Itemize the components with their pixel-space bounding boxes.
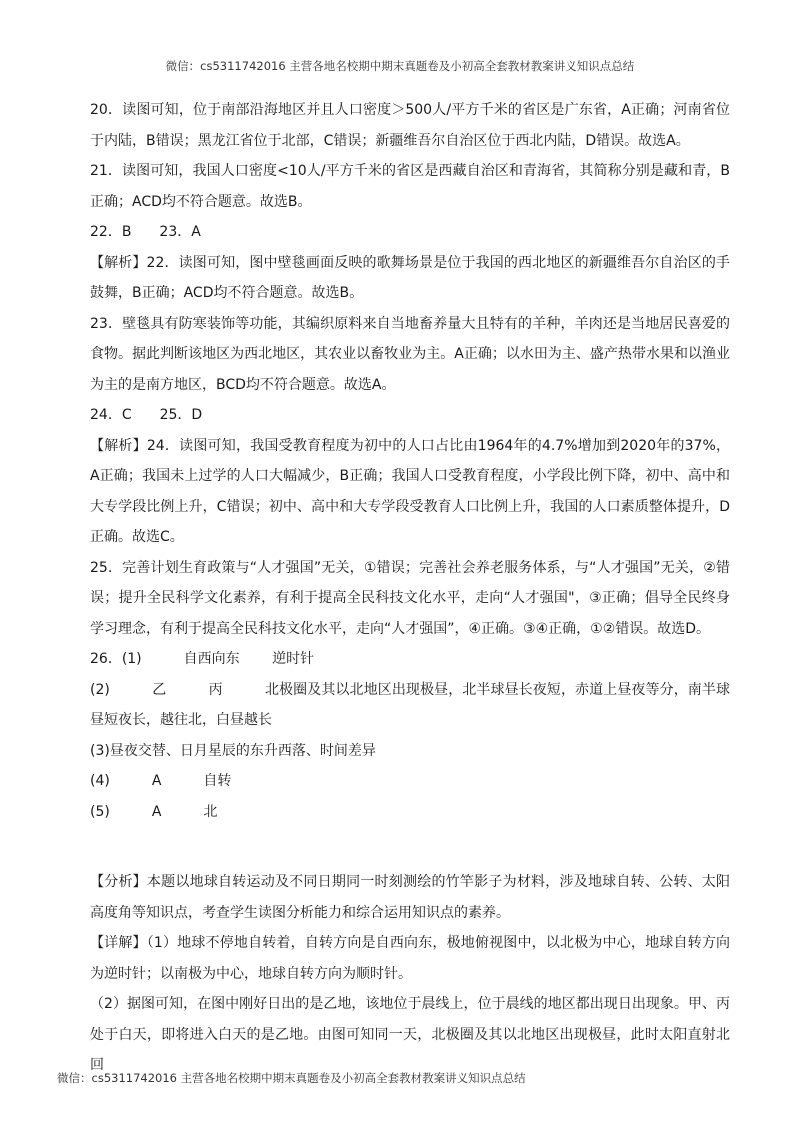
paragraph: 【分析】本题以地球自转运动及不同日期同一时刻测绘的竹竿影子为材料，涉及地球自转、公转、太阳高度角等知识点，考查学生读图分析能力和综合运用知识点的素养。 [90, 874, 730, 921]
paragraph: (5) A 北 [90, 803, 218, 820]
paragraph: 22．B 23．A [90, 224, 201, 240]
paragraph: 【详解】（1）地球不停地自转着，自转方向是自西向东，极地俯视图中，以北极为中心，地球自转方向为逆时针；以南极为中心，地球自转方向为顺时针。 [90, 935, 730, 982]
paragraph: 26．(1) 自西向东 逆时针 [90, 651, 315, 667]
paragraph: 【解析】22．读图可知，图中壁毯画面反映的歌舞场景是位于我国的西北地区的新疆维吾尔自治区的手鼓舞，B正确；ACD均不符合题意。故选B。 [90, 254, 730, 301]
answer-content [90, 95, 730, 1081]
paragraph: 23．壁毯具有防寒装饰等功能，其编织原料来自当地畜养量大且特有的羊种，羊肉还是当地居民喜爱的食物。据此判断该地区为西北地区，其农业以畜牧业为主。A正确；以水田为主、盛产热带水果和以渔业为主的是南方地区，BCD均不符合题意。故选A。 [90, 315, 730, 393]
paragraph: 20．读图可知，位于南部沿海地区并且人口密度＞500人/平方千米的省区是广东省，A正确；河南省位于内陆，B错误；黑龙江省位于北部，C错误；新疆维吾尔自治区位于西北内陆，D错误。故选A。 [90, 102, 730, 149]
paragraph: (3)昼夜交替、日月星辰的东升西落、时间差异 [90, 742, 376, 759]
paragraph: (4) A 自转 [90, 773, 232, 789]
page-footer: 微信：cs5311742016 主营各地名校期中期末真题卷及小初高全套教材教案讲义知识点总结 [57, 1071, 526, 1085]
paragraph: 21．读图可知，我国人口密度<10人/平方千米的省区是西藏自治区和青海省，其简称分别是藏和青，B正确；ACD均不符合题意。故选B。 [90, 163, 730, 210]
paragraph-gap [90, 827, 730, 867]
page-header: 微信：cs5311742016 主营各地名校期中期末真题卷及小初高全套教材教案讲义知识点总结 [165, 59, 635, 73]
paragraph: （2）据图可知，在图中刚好日出的是乙地，该地位于晨线上，位于晨线的地区都出现日出现象。甲、丙处于白天，即将进入白天的是乙地。由图可知同一天，北极圈及其以北地区出现极昼，此时太阳直射北回 [90, 996, 730, 1073]
paragraph: 25．完善计划生育政策与“人才强国”无关，①错误；完善社会养老服务体系，与“人才强国”无关，②错误；提升全民科学文化素养，有利于提高全民科技文化水平，走向“人才强国"，③正确；倡导全民终身学习理念，有利于提高全民科技文化水平，走向“人才强国”，④正确。③④正确，①②错误。故选D。 [90, 559, 730, 637]
paragraph: 24．C 25．D [90, 407, 203, 423]
paragraph: (2) 乙 丙 北极圈及其以北地区出现极昼，北半球昼长夜短，赤道上昼夜等分，南半球昼短夜长，越往北，白昼越长 [90, 681, 730, 728]
paragraph: 【解析】24．读图可知，我国受教育程度为初中的人口占比由1964年的4.7%增加到2020年的37%，A正确；我国未上过学的人口大幅减少，B正确；我国人口受教育程度，小学段比例下降，初中、高中和大专学段比例上升，C错误；初中、高中和大专学段受教育人口比例上升，我国的人口素质整体提升，D正确。故选C。 [90, 437, 730, 545]
